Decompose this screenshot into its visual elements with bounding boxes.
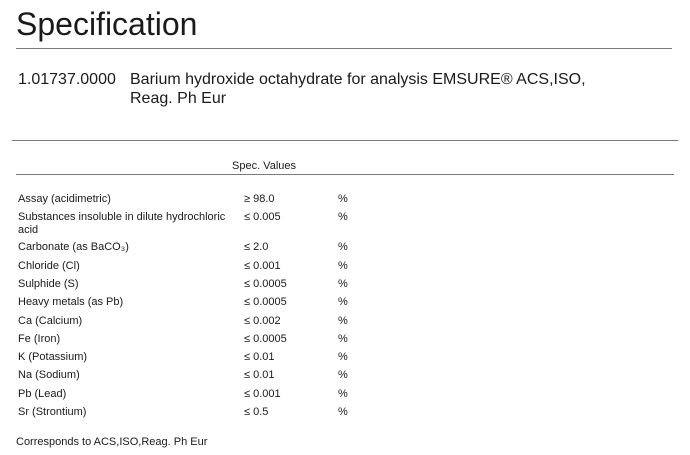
spec-value: ≤ 2.0 (244, 241, 269, 253)
unit: % (338, 241, 348, 253)
spec-value: ≤ 0.005 (244, 211, 281, 223)
parameter-name: Sr (Strontium) (18, 406, 87, 418)
unit: % (338, 388, 348, 400)
parameter-name: Substances insoluble in dilute hydrochloric acid (18, 211, 226, 236)
spec-value: ≥ 98.0 (244, 193, 275, 205)
parameter-name: Fe (Iron) (18, 333, 61, 345)
unit: % (338, 351, 348, 363)
product-code: 1.01737.0000 (18, 71, 116, 88)
page-title: Specification (16, 6, 198, 42)
spec-value: ≤ 0.0005 (244, 278, 287, 290)
spec-value: ≤ 0.5 (244, 406, 269, 418)
footer-note: Corresponds to ACS,ISO,Reag. Ph Eur (16, 436, 208, 448)
spec-value: ≤ 0.002 (244, 315, 281, 327)
title-divider (16, 48, 672, 49)
unit: % (338, 369, 348, 381)
spec-value: ≤ 0.01 (244, 351, 275, 363)
spec-values-header: Spec. Values (232, 160, 297, 172)
parameter-name: Assay (acidimetric) (18, 193, 111, 205)
unit: % (338, 260, 348, 272)
unit: % (338, 193, 348, 205)
parameter-name: Na (Sodium) (18, 369, 80, 381)
parameter-name: Pb (Lead) (18, 388, 67, 400)
unit: % (338, 296, 348, 308)
unit: % (338, 278, 348, 290)
unit: % (338, 406, 348, 418)
parameter-name: Carbonate (as BaCO₃) (18, 241, 129, 253)
spec-value: ≤ 0.001 (244, 260, 281, 272)
section-divider (12, 140, 678, 141)
parameter-name: Sulphide (S) (18, 278, 79, 290)
parameter-name: Ca (Calcium) (18, 315, 83, 327)
parameter-name: Heavy metals (as Pb) (18, 296, 124, 308)
unit: % (338, 211, 348, 223)
unit: % (338, 315, 348, 327)
spec-value: ≤ 0.0005 (244, 296, 287, 308)
unit: % (338, 333, 348, 345)
product-name: Barium hydroxide octahydrate for analysis EMSURE® ACS,ISO, Reag. Ph Eur (130, 71, 586, 107)
spec-value: ≤ 0.0005 (244, 333, 287, 345)
table-header-divider (16, 174, 674, 175)
spec-value: ≤ 0.01 (244, 369, 275, 381)
parameter-name: K (Potassium) (18, 351, 88, 363)
parameter-name: Chloride (Cl) (18, 260, 80, 272)
spec-value: ≤ 0.001 (244, 388, 281, 400)
